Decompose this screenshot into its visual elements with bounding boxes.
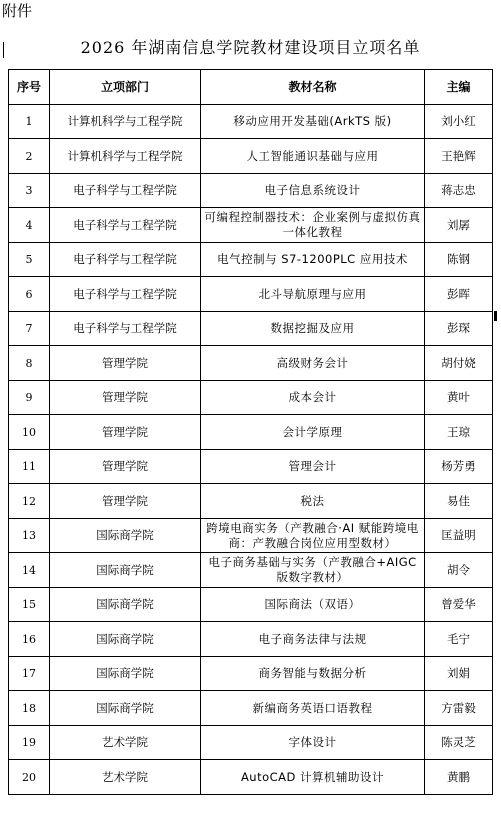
row-editor: 黄鹏 — [425, 760, 493, 795]
table-row — [9, 312, 493, 346]
row-editor: 曾爱华 — [425, 588, 493, 622]
table-row — [9, 346, 493, 381]
row-index: 18 — [9, 691, 50, 726]
header-textbook: 教材名称 — [201, 70, 425, 105]
row-department: 艺术学院 — [50, 726, 201, 760]
row-textbook: 管理会计 — [201, 450, 425, 484]
row-textbook: 电子信息系统设计 — [201, 174, 425, 208]
row-index: 4 — [9, 208, 50, 243]
row-department: 国际商学院 — [50, 588, 201, 622]
row-textbook: 人工智能通识基础与应用 — [201, 139, 425, 174]
row-textbook: 可编程控制器技术：企业案例与虚拟仿真一体化教程 — [201, 208, 425, 243]
row-index: 2 — [9, 139, 50, 174]
row-department: 管理学院 — [50, 450, 201, 484]
row-index: 8 — [9, 346, 50, 381]
row-department: 电子科学与工程学院 — [50, 208, 201, 243]
table-row — [9, 553, 493, 588]
row-index: 17 — [9, 657, 50, 691]
row-index: 13 — [9, 519, 50, 553]
row-department: 电子科学与工程学院 — [50, 243, 201, 277]
header-department: 立项部门 — [50, 70, 201, 105]
row-index: 19 — [9, 726, 50, 760]
row-textbook: 成本会计 — [201, 381, 425, 415]
row-editor: 方雷毅 — [425, 691, 493, 726]
table-row — [9, 450, 493, 484]
table-row — [9, 381, 493, 415]
header-editor: 主编 — [425, 70, 493, 105]
row-editor: 王艳辉 — [425, 139, 493, 174]
row-index: 7 — [9, 312, 50, 346]
row-textbook: 字体设计 — [201, 726, 425, 760]
row-department: 电子科学与工程学院 — [50, 312, 201, 346]
row-editor: 彭晖 — [425, 277, 493, 312]
row-department: 国际商学院 — [50, 519, 201, 553]
row-department: 管理学院 — [50, 346, 201, 381]
row-department: 国际商学院 — [50, 691, 201, 726]
row-editor: 匡益明 — [425, 519, 493, 553]
row-editor: 陈钢 — [425, 243, 493, 277]
row-textbook: 高级财务会计 — [201, 346, 425, 381]
row-textbook: 税法 — [201, 484, 425, 519]
row-editor: 蒋志忠 — [425, 174, 493, 208]
table-row — [9, 243, 493, 277]
row-textbook: 电子商务基础与实务（产教融合+AIGC 版数字教材） — [201, 553, 425, 588]
row-index: 14 — [9, 553, 50, 588]
table-row — [9, 726, 493, 760]
row-editor: 刘小红 — [425, 105, 493, 139]
row-textbook: 跨境电商实务（产教融合·AI 赋能跨境电商：产教融合岗位应用型数材） — [201, 519, 425, 553]
attachment-label: 附件 — [2, 2, 33, 20]
table-row — [9, 415, 493, 450]
row-index: 5 — [9, 243, 50, 277]
row-department: 管理学院 — [50, 381, 201, 415]
row-index: 6 — [9, 277, 50, 312]
row-index: 20 — [9, 760, 50, 795]
row-index: 15 — [9, 588, 50, 622]
row-index: 9 — [9, 381, 50, 415]
document-title: 2026 年湖南信息学院教材建设项目立项名单 — [80, 38, 421, 57]
row-department: 管理学院 — [50, 484, 201, 519]
table-row — [9, 139, 493, 174]
row-textbook: 移动应用开发基础(ArkTS 版) — [201, 105, 425, 139]
row-editor: 彭琛 — [425, 312, 493, 346]
row-textbook: 北斗导航原理与应用 — [201, 277, 425, 312]
row-editor: 刘孱 — [425, 208, 493, 243]
row-editor: 易佳 — [425, 484, 493, 519]
table-body — [9, 105, 493, 795]
table-row — [9, 691, 493, 726]
row-editor: 毛宁 — [425, 622, 493, 657]
row-department: 国际商学院 — [50, 622, 201, 657]
row-department: 计算机科学与工程学院 — [50, 139, 201, 174]
row-editor: 杨芳勇 — [425, 450, 493, 484]
row-department: 艺术学院 — [50, 760, 201, 795]
header-index: 序号 — [9, 70, 50, 105]
table-row — [9, 657, 493, 691]
row-textbook: 会计学原理 — [201, 415, 425, 450]
table-row — [9, 760, 493, 795]
row-index: 10 — [9, 415, 50, 450]
row-editor: 黄叶 — [425, 381, 493, 415]
row-index: 11 — [9, 450, 50, 484]
table-row — [9, 519, 493, 553]
table-row — [9, 174, 493, 208]
table-row — [9, 208, 493, 243]
row-index: 16 — [9, 622, 50, 657]
row-index: 1 — [9, 105, 50, 139]
table-row — [9, 277, 493, 312]
row-textbook: 商务智能与数据分析 — [201, 657, 425, 691]
table-row — [9, 588, 493, 622]
project-list-table — [8, 69, 493, 795]
table-row — [9, 622, 493, 657]
row-department: 电子科学与工程学院 — [50, 174, 201, 208]
row-textbook: 电子商务法律与法规 — [201, 622, 425, 657]
table-header-row — [9, 70, 493, 105]
row-textbook: 数据挖掘及应用 — [201, 312, 425, 346]
row-textbook: 国际商法（双语） — [201, 588, 425, 622]
row-department: 国际商学院 — [50, 553, 201, 588]
row-department: 管理学院 — [50, 415, 201, 450]
row-editor: 胡令 — [425, 553, 493, 588]
row-editor: 胡付娆 — [425, 346, 493, 381]
table-row — [9, 105, 493, 139]
row-textbook: 电气控制与 S7-1200PLC 应用技术 — [201, 243, 425, 277]
row-department: 计算机科学与工程学院 — [50, 105, 201, 139]
row-department: 国际商学院 — [50, 657, 201, 691]
row-textbook: AutoCAD 计算机辅助设计 — [201, 760, 425, 795]
row-editor: 王琼 — [425, 415, 493, 450]
row-editor: 刘娟 — [425, 657, 493, 691]
table-row — [9, 484, 493, 519]
row-editor: 陈灵芝 — [425, 726, 493, 760]
row-department: 电子科学与工程学院 — [50, 277, 201, 312]
margin-marker — [494, 311, 497, 321]
row-index: 12 — [9, 484, 50, 519]
row-index: 3 — [9, 174, 50, 208]
row-textbook: 新编商务英语口语教程 — [201, 691, 425, 726]
